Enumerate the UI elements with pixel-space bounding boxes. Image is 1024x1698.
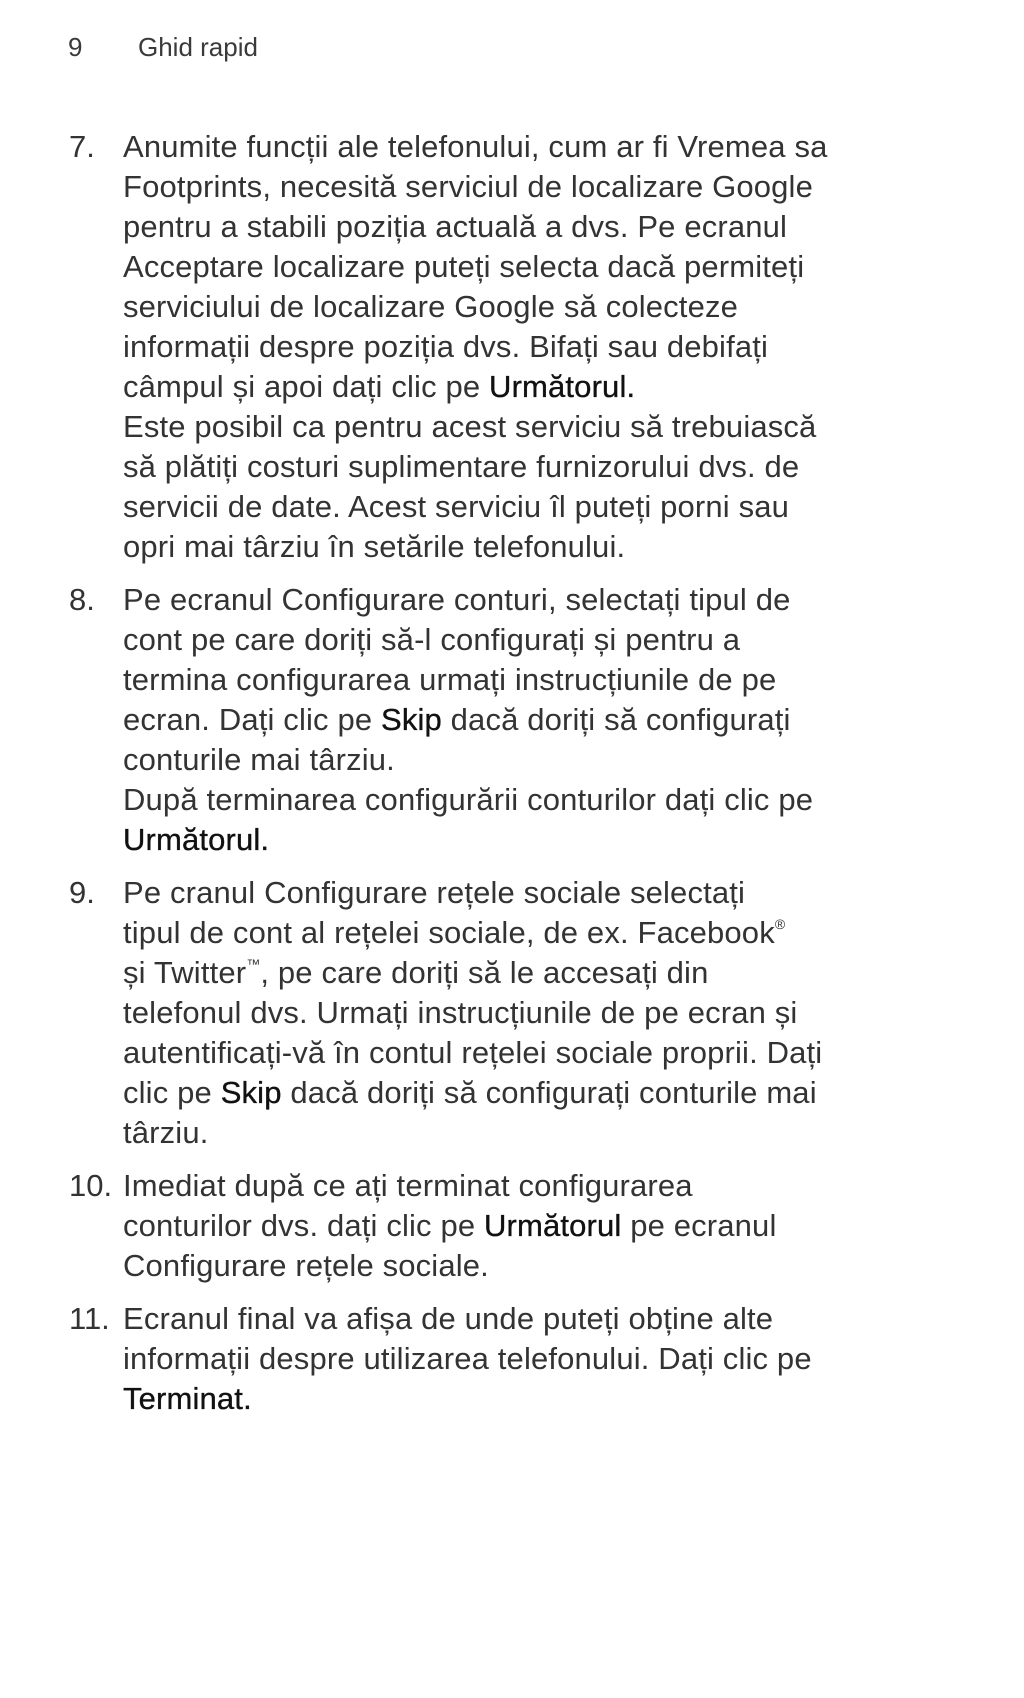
- text-line: [123, 700, 1003, 740]
- text-segment: Anumite funcții ale telefonului, cum ar fi Vremea sa: [123, 129, 828, 164]
- trademark-mark: ™: [246, 956, 261, 972]
- ui-label-emphasis: Următorul.: [489, 369, 636, 404]
- step-text: [123, 127, 1003, 567]
- text-line: [123, 527, 1003, 567]
- step-text: [123, 873, 1003, 1153]
- text-line: [123, 660, 1003, 700]
- step-number: 8.: [69, 582, 95, 617]
- ui-label-emphasis: Terminat.: [123, 1381, 252, 1416]
- text-segment: termina configurarea urmați instrucțiunile de pe: [123, 662, 777, 697]
- text-line: [123, 1206, 1003, 1246]
- text-line: [123, 127, 1003, 167]
- text-segment: Este posibil ca pentru acest serviciu să trebuiască: [123, 409, 817, 444]
- list-item: [0, 580, 1024, 860]
- step-number: 7.: [69, 129, 95, 164]
- text-line: [123, 820, 1003, 860]
- text-line: [123, 620, 1003, 660]
- text-segment: dacă doriți să configurați conturile mai: [281, 1075, 817, 1110]
- text-segment: tipul de cont al rețelei sociale, de ex. Facebook: [123, 915, 775, 950]
- text-line: [123, 780, 1003, 820]
- text-line: [123, 873, 1003, 913]
- text-segment: cont pe care doriți să-l configurați și pentru a: [123, 622, 741, 657]
- text-line: [123, 740, 1003, 780]
- registered-mark: ®: [774, 916, 786, 932]
- text-segment: dacă doriți să configurați: [441, 702, 791, 737]
- text-line: [123, 1339, 1003, 1379]
- text-segment: Pe cranul Configurare rețele sociale selectați: [123, 875, 746, 910]
- text-segment: serviciului de localizare Google să colecteze: [123, 289, 739, 324]
- text-segment: După terminarea configurării conturilor dați clic pe: [123, 782, 814, 817]
- text-segment: câmpul și apoi dați clic pe: [123, 369, 490, 404]
- text-line: [123, 487, 1003, 527]
- step-number: 9.: [69, 875, 95, 910]
- text-segment: și Twitter: [123, 955, 247, 990]
- text-line: [123, 447, 1003, 487]
- text-line: [123, 1246, 1003, 1286]
- text-segment: autentificați-vă în contul rețelei sociale proprii. Dați: [123, 1035, 823, 1070]
- step-number: 10.: [69, 1168, 113, 1203]
- text-line: [123, 913, 1003, 953]
- text-segment: Footprints, necesită serviciul de localizare Google: [123, 169, 813, 204]
- list-item: [0, 1166, 1024, 1286]
- text-line: [123, 1379, 1003, 1419]
- text-line: [123, 367, 1003, 407]
- text-segment: ecran. Dați clic pe: [123, 702, 381, 737]
- text-line: [123, 1166, 1003, 1206]
- text-segment: , pe care doriți să le accesați din: [260, 955, 709, 990]
- list-item: [0, 873, 1024, 1153]
- list-item: [0, 1299, 1024, 1419]
- step-text: [123, 580, 1003, 860]
- text-line: [123, 993, 1003, 1033]
- step-text: [123, 1299, 1003, 1419]
- ui-label-emphasis: Skip: [381, 702, 442, 737]
- text-segment: conturilor dvs. dați clic pe: [123, 1208, 485, 1243]
- text-line: [123, 207, 1003, 247]
- text-segment: să plătiți costuri suplimentare furnizorului dvs. de: [123, 449, 800, 484]
- text-segment: opri mai târziu în setările telefonului.: [123, 529, 626, 564]
- text-segment: telefonul dvs. Urmați instrucțiunile de pe ecran și: [123, 995, 798, 1030]
- ui-label-emphasis: Skip: [220, 1075, 282, 1110]
- instruction-list: [0, 127, 1024, 1432]
- text-segment: informații despre poziția dvs. Bifați sau debifați: [123, 329, 769, 364]
- text-line: [123, 407, 1003, 447]
- text-line: [123, 1033, 1003, 1073]
- text-line: [123, 287, 1003, 327]
- text-line: [123, 1299, 1003, 1339]
- text-segment: pe ecranul: [621, 1208, 777, 1243]
- text-segment: Ecranul final va afișa de unde puteți obține alte: [123, 1301, 774, 1336]
- text-segment: servicii de date. Acest serviciu îl puteți porni sau: [123, 489, 790, 524]
- list-item: [0, 127, 1024, 567]
- text-line: [123, 327, 1003, 367]
- text-segment: Configurare rețele sociale.: [123, 1248, 489, 1283]
- page-number: 9: [68, 32, 83, 62]
- text-segment: Pe ecranul Configurare conturi, selectați tipul de: [123, 582, 791, 617]
- ui-label-emphasis: Următorul: [484, 1208, 622, 1243]
- text-segment: clic pe: [123, 1075, 221, 1110]
- text-line: [123, 247, 1003, 287]
- text-line: [123, 167, 1003, 207]
- text-segment: informații despre utilizarea telefonului. Dați clic pe: [123, 1341, 812, 1376]
- text-segment: târziu.: [123, 1115, 209, 1150]
- text-segment: Acceptare localizare puteți selecta dacă permiteți: [123, 249, 805, 284]
- text-line: [123, 580, 1003, 620]
- text-segment: conturile mai târziu.: [123, 742, 395, 777]
- section-title: Ghid rapid: [138, 32, 258, 62]
- text-segment: pentru a stabili poziția actuală a dvs. Pe ecranul: [123, 209, 788, 244]
- ui-label-emphasis: Următorul.: [123, 822, 270, 857]
- step-text: [123, 1166, 1003, 1286]
- text-line: [123, 953, 1003, 993]
- step-number: 11.: [69, 1301, 110, 1336]
- text-line: [123, 1073, 1003, 1113]
- text-segment: Imediat după ce ați terminat configurarea: [123, 1168, 693, 1203]
- text-line: [123, 1113, 1003, 1153]
